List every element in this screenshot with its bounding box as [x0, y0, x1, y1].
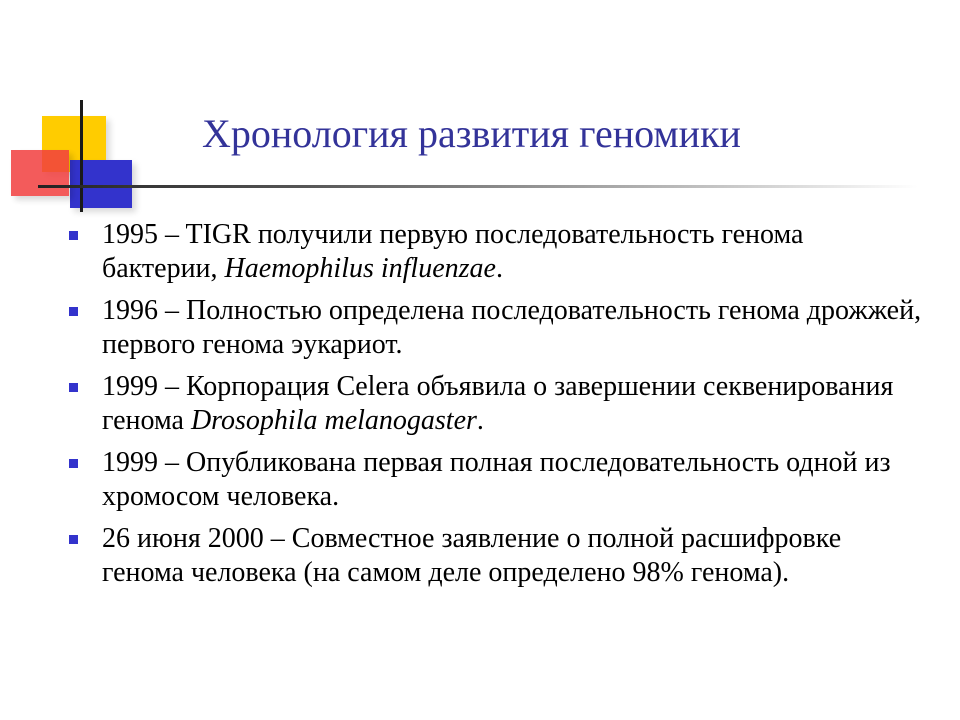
logo-red-square [11, 150, 69, 196]
square-bullet-icon [69, 231, 78, 240]
item-italic-text: Drosophila melanogaster [190, 405, 477, 436]
item-text: 26 июня 2000 – Совместное заявление о полной расшифровке генома человека (на самом деле определено 98% генома). [102, 523, 842, 588]
list-item [64, 446, 924, 514]
item-text: 1995 – TIGR получили первую последовательность генома бактерии, [102, 219, 804, 284]
slide-title: Хронология развития геномики [202, 111, 741, 156]
item-text: 1999 – Опубликована первая полная последовательность одной из хромосом человека. [102, 447, 891, 512]
list-item [64, 218, 924, 286]
item-text-end: . [476, 405, 484, 436]
square-bullet-icon [69, 535, 78, 544]
list-item [64, 370, 924, 438]
list-item [64, 294, 924, 362]
square-bullet-icon [69, 459, 78, 468]
item-text: 1999 – Корпорация Celera объявила о завершении секвенирования генома [102, 371, 894, 436]
item-italic-text: Haemophilus influenzae [224, 253, 496, 284]
item-text: 1996 – Полностью определена последовательность генома дрожжей, первого генома эукариот. [102, 295, 922, 360]
square-bullet-icon [69, 383, 78, 392]
list-item [64, 522, 924, 590]
title-underline [38, 185, 918, 188]
logo-vertical-line [80, 100, 83, 212]
square-bullet-icon [69, 307, 78, 316]
bullet-list [64, 218, 924, 598]
item-text-end: . [495, 253, 503, 284]
